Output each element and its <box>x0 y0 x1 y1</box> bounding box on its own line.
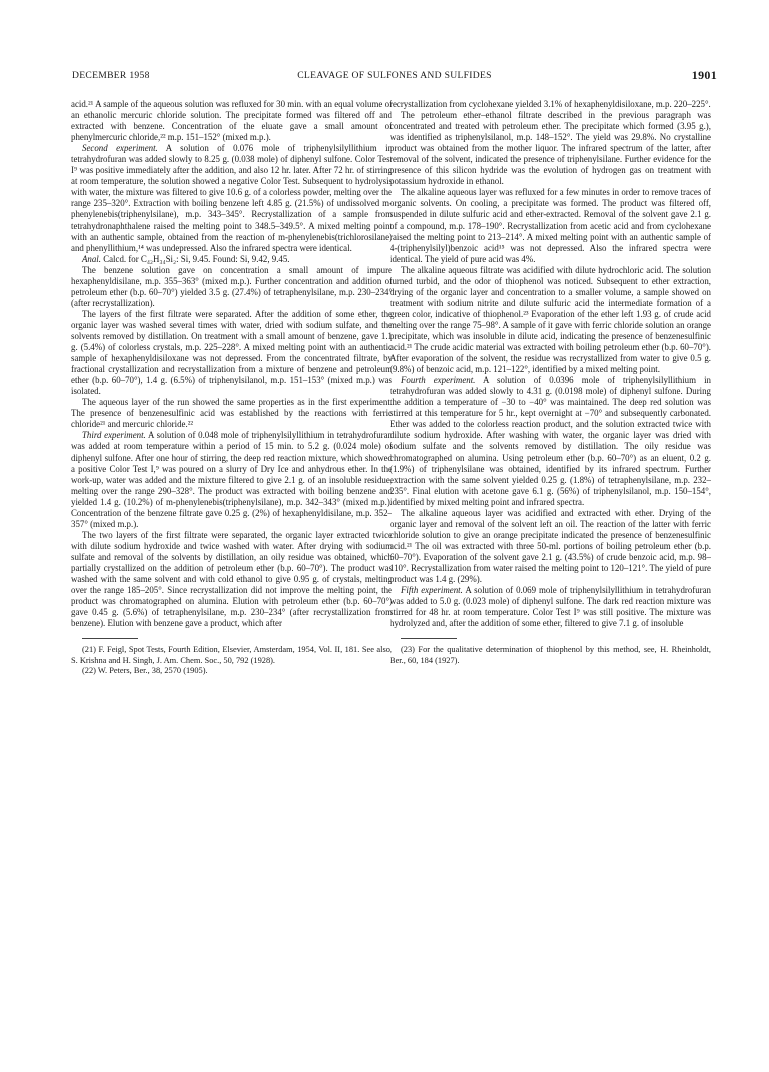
paragraph-fourth-experiment <box>390 375 711 508</box>
footnote-22: (22) W. Peters, Ber., 38, 2570 (1905). <box>82 666 208 676</box>
paragraph-fifth-experiment <box>390 585 711 629</box>
header-title: CLEAVAGE OF SULFONES AND SULFIDES <box>297 70 492 81</box>
page-number: 1901 <box>691 68 717 82</box>
paragraph: recrystallization from cyclohexane yielded 3.1% of hexaphenyldisiloxane, m.p. 220–225°. <box>390 99 711 109</box>
paragraph-third-experiment <box>71 430 392 529</box>
running-header <box>72 70 717 84</box>
left-column <box>71 99 392 677</box>
paragraph-second-experiment <box>71 143 392 253</box>
paragraph: The alkaline aqueous layer was refluxed for a few minutes in order to remove traces of organic solvents. On cooling, a precipitate was formed. The product was filtered off, suspended in dilute sulfuric acid and ether-extracted. Removal of the solvent gave 2.1 g. of a compound, m.p. 178–190°. Recrystallization from acetic acid and from cyclohexane raised the melting point to 213–214°. A mixed melting point with an authentic sample of 4-(triphenylsilyl)benzoic acid¹⁵ was not depressed. Also the infrared spectra were identical. The yield of pure acid was 4%. <box>390 187 711 264</box>
paragraph: The alkaline aqueous layer was acidified and extracted with ether. Drying of the organic layer and removal of the solvent left an oil. The reaction of the latter with ferric chloride solution to give an orange precipitate indicated the presence of benzenesulfinic acid.²¹ The oil was extracted with three 50-ml. portions of boiling petroleum ether (b.p. 60–70°). Evaporation of the solvent gave 2.1 g. (43.5%) of crude benzoic acid, m.p. 98–110°. Recrystallization from water raised the melting point to 120–121°. The yield of pure product was 1.4 g. (29%). <box>390 507 711 585</box>
analysis-label: Anal. <box>82 253 101 264</box>
footnote-rule <box>401 638 457 639</box>
paragraph: The benzene solution gave on concentration a small amount of impure hexaphenyldisilane, m.p. 355–363° (mixed m.p.). Further concentration and addition of petroleum ether (b.p. 60–70°) yielded 3.5 g. (27.4%) of tetraphenylsilane, m.p. 230–234° (after recrystallization). <box>71 264 392 308</box>
experiment-label: Fourth experiment. <box>401 375 476 386</box>
paragraph-text: A solution of 0.0396 mole of triphenylsilyllithium in tetrahydrofuran was added slowly to 4.31 g. (0.0198 mole) of diphenyl sulfone. During the addition a temperature of −30 to −40° was maintained. The deep red solution was stirred at this temperature for 5 hr., kept overnight at −70° and subsequently carbonated. Ether was added to the colorless reaction product, and the solution extracted twice with dilute sodium hydroxide. After washing with water, the organic layer was dried with sodium sulfate and the solvents removed by distillation. The oily residue was chromatographed on alumina. Using petroleum ether (b.p. 60–70°) as an eluent, 0.2 g. (1.9%) of triphenylsilane was obtained, identified by its infrared spectrum. Further extraction with the same solvent yielded 0.25 g. (1.8%) of tetraphenylsilane, m.p. 232–235°. Final elution with acetone gave 6.1 g. (56%) of triphenylsilanol, m.p. 150–154°, identified by mixed melting point and infrared spectra. <box>390 375 711 507</box>
footnote-23: (23) For the qualitative determination of thiophenol by this method, see, H. Rheinholdt, Ber., 60, 184 (1927). <box>390 645 711 665</box>
paragraph-text: A solution of 0.069 mole of triphenylsilyllithium in tetrahydrofuran was added to 5.0 g. (0.023 mole) of diphenyl sulfone. The dark red reaction mixture was stirred for 48 hr. at room temperature. Color Test I⁹ was still positive. The mixture was hydrolyzed and, after the addition of some ether, filtered to give 7.1 g. of insoluble <box>390 585 711 629</box>
paragraph-text: Calcd. for C₄₂H₃₄Si₂: Si, 9.45. Found: Si, 9.42, 9.45. <box>100 253 290 264</box>
header-date: DECEMBER 1958 <box>72 70 150 81</box>
paragraph: acid.²¹ A sample of the aqueous solution was refluxed for 30 min. with an equal volume of an ethanolic mercuric chloride solution. The precipitate formed was filtered off and extracted with benzene. Concentration of the eluate gave a small amount of phenylmercuric chloride,²² m.p. 151–152° (mixed m.p.). <box>71 99 392 143</box>
experiment-label: Fifth experiment. <box>401 585 463 596</box>
paragraph-text: A solution of 0.076 mole of triphenylsilyllithium in tetrahydrofuran was added slowly to 8.25 g. (0.038 mole) of diphenyl sulfone. Color Test I⁹ was positive immediately after the addition, and also 12 hr. later. After 72 hr. of stirring at room temperature, the solution showed a negative Color Test. Subsequent to hydrolysis with water, the mixture was filtered to give 10.6 g. of a colorless powder, melting over the range 235–320°. Extraction with boiling benzene left 4.85 g. (21.5%) of undissolved m-phenylenebis(triphenylsilane), m.p. 343–345°. Recrystallization of a sample from tetrahydronaphthalene raised the melting point to 348.5–349.5°. A mixed melting point with an authentic sample, obtained from the reaction of m-phenylenebis(trichlorosilane) and phenyllithium,¹⁴ was undepressed. Also the infrared spectra were identical. <box>71 143 393 253</box>
paragraph: The alkaline aqueous filtrate was acidified with dilute hydrochloric acid. The solution turned turbid, and the odor of thiophenol was noticed. Subsequent to ether extraction, drying of the organic layer and concentration to a smaller volume, a sample showed on treatment with sodium nitrite and dilute sulfuric acid the intermediate formation of a green color, indicative of thiophenol.²³ Evaporation of the ether left 1.93 g. of crude acid melting over the range 75–98°. A sample of it gave with ferric chloride solution an orange precipitate, which was insoluble in dilute acid, indicating the presence of benzenesulfinic acid.²¹ The crude acidic material was extracted with boiling petroleum ether (b.p. 60–70°). After evaporation of the solvent, the residue was recrystallized from water to give 0.5 g. (9.8%) of benzoic acid, m.p. 121–122°, identified by a mixed melting point. <box>390 264 711 375</box>
experiment-label: Second experiment. <box>82 143 158 154</box>
experiment-label: Third experiment. <box>82 430 146 441</box>
footnote-21: (21) F. Feigl, Spot Tests, Fourth Edition, Elsevier, Amsterdam, 1954, Vol. II, 181. See also, S. Krishna and H. Singh, J. Am. Chem. Soc., 50, 792 (1928). <box>71 645 392 665</box>
paragraph: The aqueous layer of the run showed the same properties as in the first experiment. The presence of benzenesulfinic acid was established by the reactions with ferric chloride²¹ and mercuric chloride.²² <box>71 397 392 430</box>
right-column <box>390 99 711 666</box>
paragraph-analysis <box>71 254 392 265</box>
paragraph-text: A solution of 0.048 mole of triphenylsilyllithium in tetrahydrofuran was added at room temperature within a period of 15 min. to 5.2 g. (0.024 mole) of diphenyl sulfone. After one hour of stirring, the deep red reaction mixture, which showed a positive Color Test I,⁹ was poured on a slurry of Dry Ice and anhydrous ether. In the work-up, water was added and the mixture filtered to give 2.1 g. of an insoluble residue, melting over the range 290–328°. The product was extracted with boiling benzene and yielded 1.4 g. (10.2%) of m-phenylenebis(triphenylsilane), m.p. 342–343° (mixed m.p.). Concentration of the benzene filtrate gave 0.25 g. (2%) of hexaphenyldisilane, m.p. 352–357° (mixed m.p.). <box>71 430 392 529</box>
paragraph: The layers of the first filtrate were separated. After the addition of some ether, the organic layer was washed several times with water, dried with sodium sulfate, and the solvents removed by distillation. On treatment with a small amount of benzene, gave 1.1 g. (5.4%) of colorless crystals, m.p. 225–228°. A mixed melting point with an authentic sample of hexaphenyldisiloxane was not depressed. From the concentrated filtrate, by fractional crystallization and recrystallization from a mixture of benzene and petroleum ether (b.p. 60–70°), 1.4 g. (6.5%) of triphenylsilanol, m.p. 151–153° (mixed m.p.) was isolated. <box>71 308 392 397</box>
paragraph: The two layers of the first filtrate were separated, the organic layer extracted twice with dilute sodium hydroxide and twice washed with water. After drying with sodium sulfate and removal of the solvents by distillation, an oily residue was obtained, which partially crystallized on the addition of petroleum ether (b.p. 60–70°). The product was washed with the same solvent and with cold ethanol to give 0.95 g. of crystals, melting over the range 185–205°. Since recrystallization did not improve the melting point, the product was chromatographed on alumina. Elution with petroleum ether (b.p. 60–70°) gave 0.45 g. (5.6%) of tetraphenylsilane, m.p. 230–234° (after recrystallization from benzene). Elution with benzene gave a product, which after <box>71 529 392 629</box>
paragraph: The petroleum ether–ethanol filtrate described in the previous paragraph was concentrated and treated with petroleum ether. The precipitate which formed (3.95 g.), was identified as triphenylsilanol, m.p. 148–152°. The yield was 29.8%. No crystalline product was obtained from the mother liquor. The infrared spectrum of the latter, after removal of the solvent, indicated the presence of triphenylsilane. Further evidence for the presence of this silicon hydride was the evolution of hydrogen gas on treatment with potassium hydroxide in ethanol. <box>390 110 711 187</box>
footnote-rule <box>82 638 138 639</box>
